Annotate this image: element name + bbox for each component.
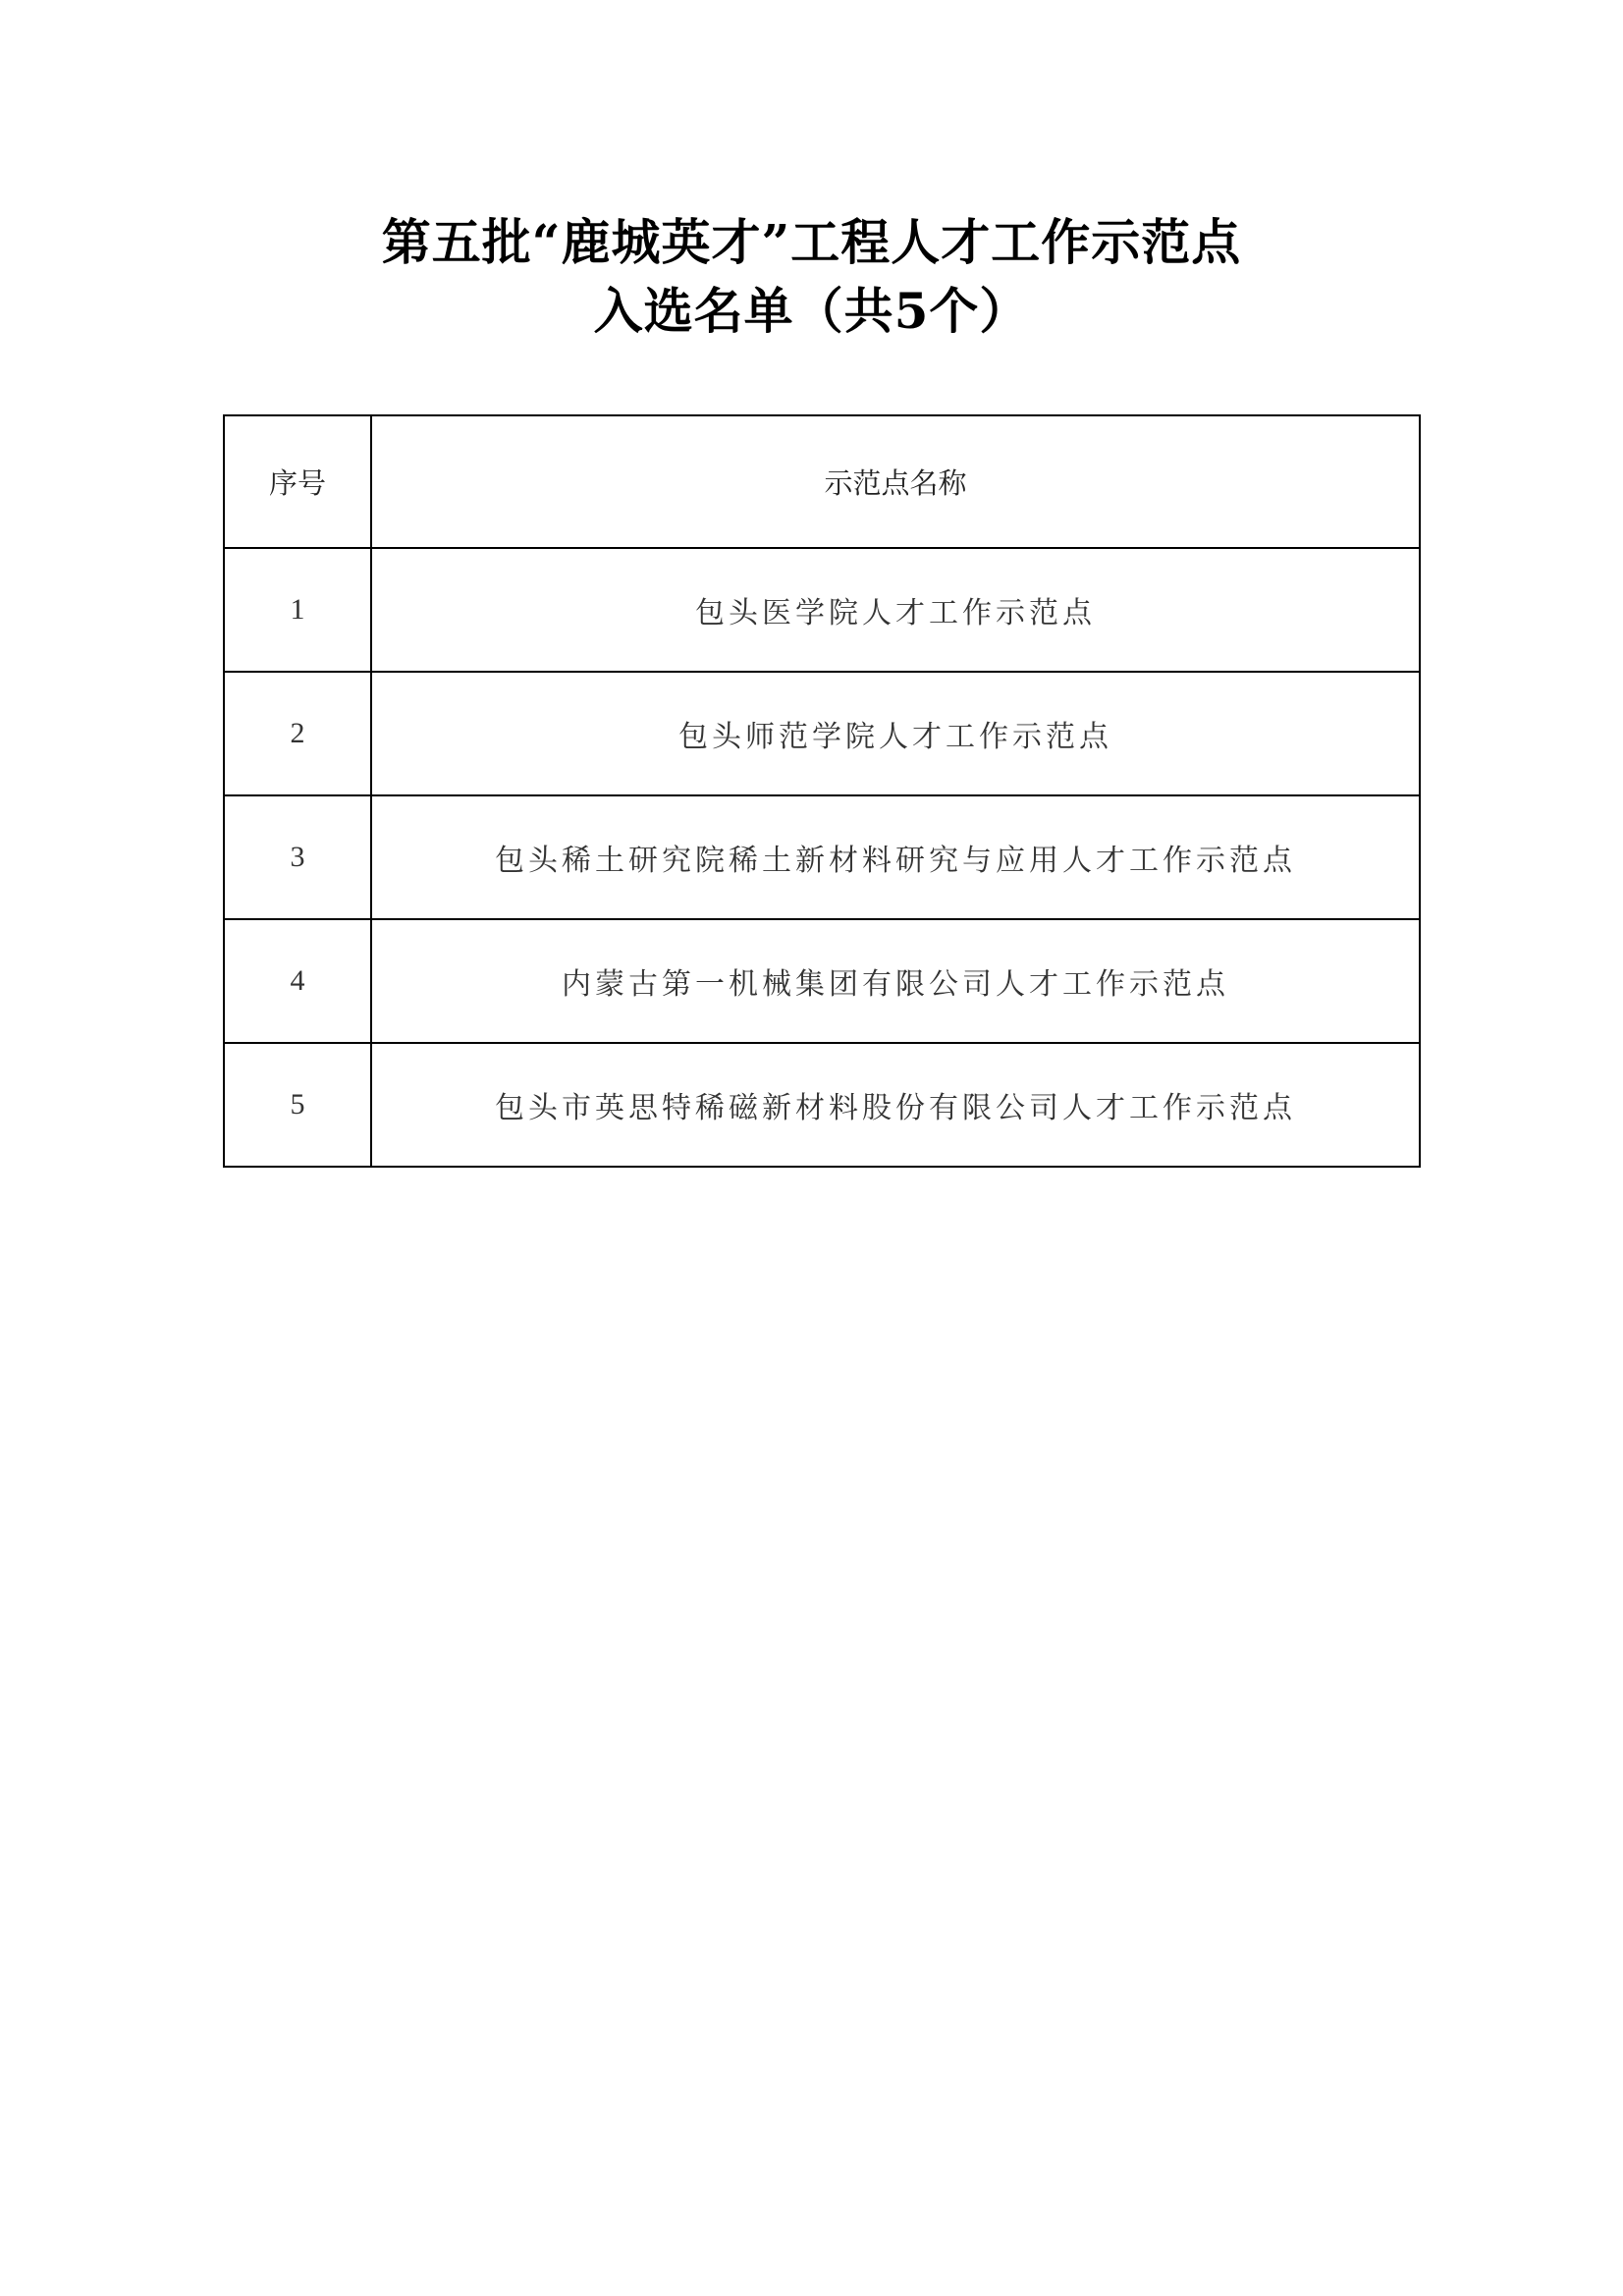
table-row: [224, 1043, 1420, 1167]
header-name: 示范点名称: [371, 415, 1420, 548]
row-name: 包头医学院人才工作示范点: [371, 548, 1420, 672]
document-title: [0, 208, 1623, 346]
table-header-row: [224, 415, 1420, 548]
table-row: [224, 919, 1420, 1043]
table-row: [224, 548, 1420, 672]
table-row: [224, 672, 1420, 795]
row-number: 5: [224, 1043, 371, 1167]
header-number: 序号: [224, 415, 371, 548]
row-name: 内蒙古第一机械集团有限公司人才工作示范点: [371, 919, 1420, 1043]
row-name: 包头稀土研究院稀土新材料研究与应用人才工作示范点: [371, 795, 1420, 919]
row-name: 包头师范学院人才工作示范点: [371, 672, 1420, 795]
row-number: 1: [224, 548, 371, 672]
row-name: 包头市英思特稀磁新材料股份有限公司人才工作示范点: [371, 1043, 1420, 1167]
row-number: 2: [224, 672, 371, 795]
demo-site-table: [223, 414, 1421, 1168]
title-line-2: 入选名单（共5个）: [593, 282, 1030, 340]
row-number: 3: [224, 795, 371, 919]
title-line-1: 第五批“鹿城英才”工程人才工作示范点: [381, 213, 1242, 271]
table-row: [224, 795, 1420, 919]
row-number: 4: [224, 919, 371, 1043]
